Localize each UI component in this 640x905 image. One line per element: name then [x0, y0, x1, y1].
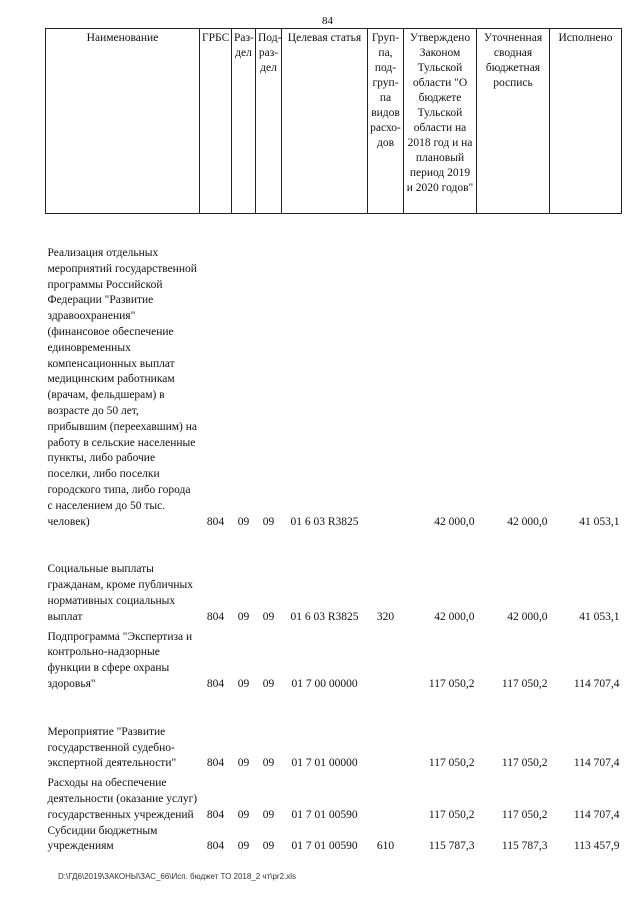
row-name: Подпрограмма "Экспертиза и контрольно-надзорные функции в сфере охраны здоровья": [47, 630, 193, 690]
row-target: 01 7 01 00000: [291, 757, 358, 770]
row-group: [368, 776, 404, 823]
row-section: 09: [237, 677, 250, 690]
header-executed: Исполнено: [550, 29, 622, 214]
row-section: 09: [237, 808, 250, 821]
header-target-article: Целевая статья: [282, 29, 368, 214]
row-grbs: 804: [206, 515, 225, 528]
row-grbs: 804: [206, 610, 225, 623]
table-header-row: [46, 29, 622, 214]
page-number: 84: [322, 15, 333, 27]
row-group: [368, 246, 404, 530]
row-target: 01 7 01 00590: [291, 808, 358, 821]
row-executed: 114 707,4: [573, 808, 620, 821]
row-name: Расходы на обеспечение деятельности (оказание услуг) государственных учреждений: [47, 777, 198, 821]
row-group: 320: [376, 610, 395, 623]
row-grbs: 804: [206, 840, 225, 853]
table-row: [46, 776, 622, 823]
row-revised: 42 000,0: [507, 610, 548, 623]
row-target: 01 7 01 00590: [291, 840, 358, 853]
row-name: Социальные выплаты гражданам, кроме публичных нормативных социальных выплат: [47, 563, 194, 623]
row-executed: 114 707,4: [573, 677, 620, 690]
row-subsection: 09: [262, 677, 275, 690]
row-revised: 42 000,0: [507, 515, 548, 528]
row-grbs: 804: [206, 757, 225, 770]
row-name: Реализация отдельных мероприятий государственной программы Российской Федерации "Развитие здравоохранения" (финансовое обеспечение единовременных компенсационных выплат медицинским работникам (врачам, фельдшерам) в возрасте до 50 лет, прибывшим (переехавшим) на работу в сельские населенные пункты, либо рабочие поселки, либо поселки городского типа, либо города с населением до 50 тыс. человек): [47, 247, 198, 528]
row-section: 09: [237, 610, 250, 623]
table-row: [46, 630, 622, 693]
row-executed: 41 053,1: [579, 515, 620, 528]
header-grbs: ГРБС: [200, 29, 232, 214]
row-approved: 42 000,0: [434, 610, 475, 623]
row-revised: 117 050,2: [501, 757, 548, 770]
row-approved: 117 050,2: [428, 808, 475, 821]
row-approved: 117 050,2: [428, 677, 475, 690]
row-target: 01 7 00 00000: [291, 677, 358, 690]
row-approved: 42 000,0: [434, 515, 475, 528]
row-name: Субсидии бюджетным учреждениям: [47, 824, 158, 853]
header-revised: Уточненная сводная бюджетная роспись: [477, 29, 550, 214]
row-approved: 115 787,3: [428, 840, 475, 853]
row-executed: 114 707,4: [573, 757, 620, 770]
row-revised: 115 787,3: [501, 840, 548, 853]
table-row: [46, 824, 622, 856]
row-grbs: 804: [206, 677, 225, 690]
row-executed: 41 053,1: [579, 610, 620, 623]
row-group: [368, 630, 404, 693]
table-row: [46, 246, 622, 530]
row-executed: 113 457,9: [573, 840, 620, 853]
header-name: Наименование: [46, 29, 200, 214]
footer-file-path: D:\ГД6\2019\ЗАКОНЫ\ЗАС_66\Исп. бюджет ТО 2018_2 чт\pr2.xls: [58, 872, 297, 881]
row-grbs: 804: [206, 808, 225, 821]
row-group: [368, 725, 404, 772]
row-subsection: 09: [262, 515, 275, 528]
row-section: 09: [237, 840, 250, 853]
header-subsection: Под-раз-дел: [256, 29, 282, 214]
row-target: 01 6 03 R3825: [290, 610, 359, 623]
row-revised: 117 050,2: [501, 677, 548, 690]
row-name: Мероприятие "Развитие государственной судебно-экспертной деятельности": [47, 725, 177, 770]
row-subsection: 09: [262, 757, 275, 770]
header-section: Раз-дел: [232, 29, 256, 214]
row-subsection: 09: [262, 808, 275, 821]
header-expense-group: Груп-па, под-груп-па видов расхо-дов: [368, 29, 404, 214]
row-section: 09: [237, 757, 250, 770]
row-approved: 117 050,2: [428, 757, 475, 770]
row-revised: 117 050,2: [501, 808, 548, 821]
table-row: [46, 562, 622, 625]
row-subsection: 09: [262, 610, 275, 623]
table-row: [46, 725, 622, 772]
row-subsection: 09: [262, 840, 275, 853]
row-group: 610: [376, 840, 395, 853]
row-section: 09: [237, 515, 250, 528]
header-approved: Утверждено Законом Тульской области "О бюджете Тульской области на 2018 год и на плановый период 2019 и 2020 годов": [404, 29, 477, 214]
budget-table: [45, 28, 622, 855]
row-target: 01 6 03 R3825: [290, 515, 359, 528]
